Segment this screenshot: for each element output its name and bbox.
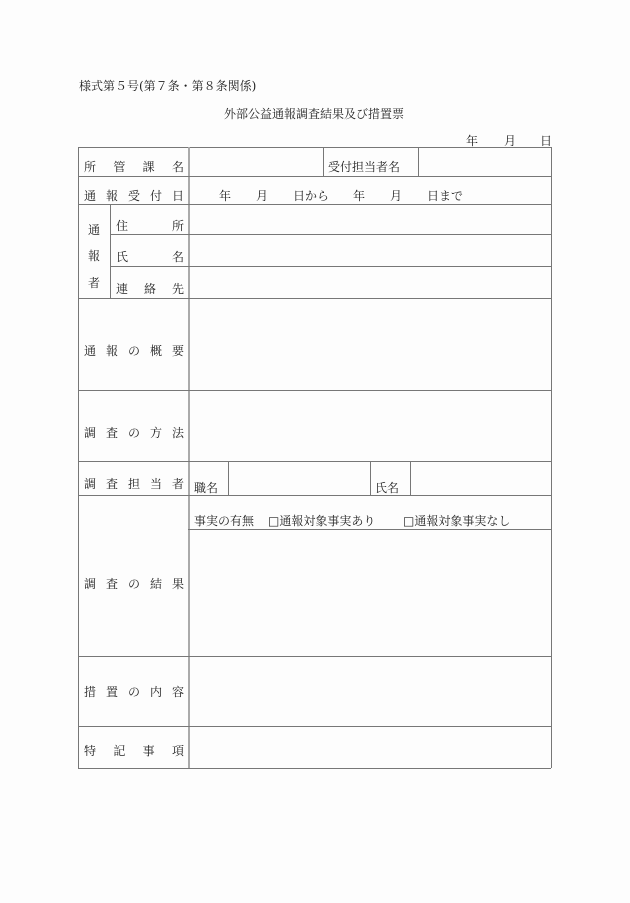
fact-exists-checkbox[interactable] <box>268 514 375 528</box>
fact-existence-label: 事実の有無 <box>194 514 255 528</box>
investigator-name-field[interactable] <box>411 462 550 494</box>
investigator-name-label: 氏名 <box>375 481 400 495</box>
remarks-field[interactable] <box>190 727 550 767</box>
name-field[interactable] <box>190 235 550 265</box>
job-title-field[interactable] <box>229 462 369 494</box>
to-day: 日まで <box>427 189 464 203</box>
investigator-label: 調 査 担 当 者 <box>84 477 184 491</box>
reporter-label-1: 通 <box>88 223 101 237</box>
fact-not-exists-label: 通報対象事実なし <box>414 514 511 528</box>
reporter-label-2: 報 <box>88 249 101 263</box>
contact-field[interactable] <box>190 267 550 297</box>
from-day: 日から <box>293 189 330 203</box>
department-label: 所 管 課 名 <box>84 160 184 174</box>
received-date-field[interactable] <box>190 177 550 203</box>
name-label: 氏 名 <box>116 250 184 264</box>
fact-not-exists-checkbox[interactable] <box>403 514 510 528</box>
contact-label: 連 絡 先 <box>116 282 184 296</box>
result-field[interactable] <box>190 530 550 655</box>
to-year: 年 <box>353 189 366 203</box>
department-field[interactable] <box>190 148 322 175</box>
measures-label: 措 置 の 内 容 <box>84 685 184 699</box>
checkbox-icon: □ <box>268 514 280 528</box>
method-label: 調 査 の 方 法 <box>84 426 184 440</box>
received-date-label: 通 報 受 付 日 <box>84 189 184 203</box>
from-year: 年 <box>219 189 232 203</box>
date-day-label: 日 <box>540 134 553 148</box>
summary-field[interactable] <box>190 299 550 389</box>
measures-field[interactable] <box>190 657 550 725</box>
remarks-label: 特 記 事 項 <box>84 744 184 758</box>
form-title: 外部公益通報調査結果及び措置票 <box>224 107 405 121</box>
job-title-label: 職名 <box>194 481 219 495</box>
summary-label: 通 報 の 概 要 <box>84 344 184 358</box>
method-field[interactable] <box>190 391 550 460</box>
form-number: 様式第５号(第７条・第８条関係) <box>79 79 257 93</box>
to-month: 月 <box>390 189 403 203</box>
address-field[interactable] <box>190 205 550 233</box>
date-month-label: 月 <box>504 134 517 148</box>
fact-exists-label: 通報対象事実あり <box>279 514 376 528</box>
result-label: 調 査 の 結 果 <box>84 577 184 591</box>
checkbox-icon: □ <box>403 514 415 528</box>
address-label: 住 所 <box>116 219 184 233</box>
receiver-field[interactable] <box>419 148 550 175</box>
reporter-label-3: 者 <box>88 276 101 290</box>
date-year-label: 年 <box>466 134 479 148</box>
from-month: 月 <box>256 189 269 203</box>
receiver-label: 受付担当者名 <box>328 160 401 174</box>
